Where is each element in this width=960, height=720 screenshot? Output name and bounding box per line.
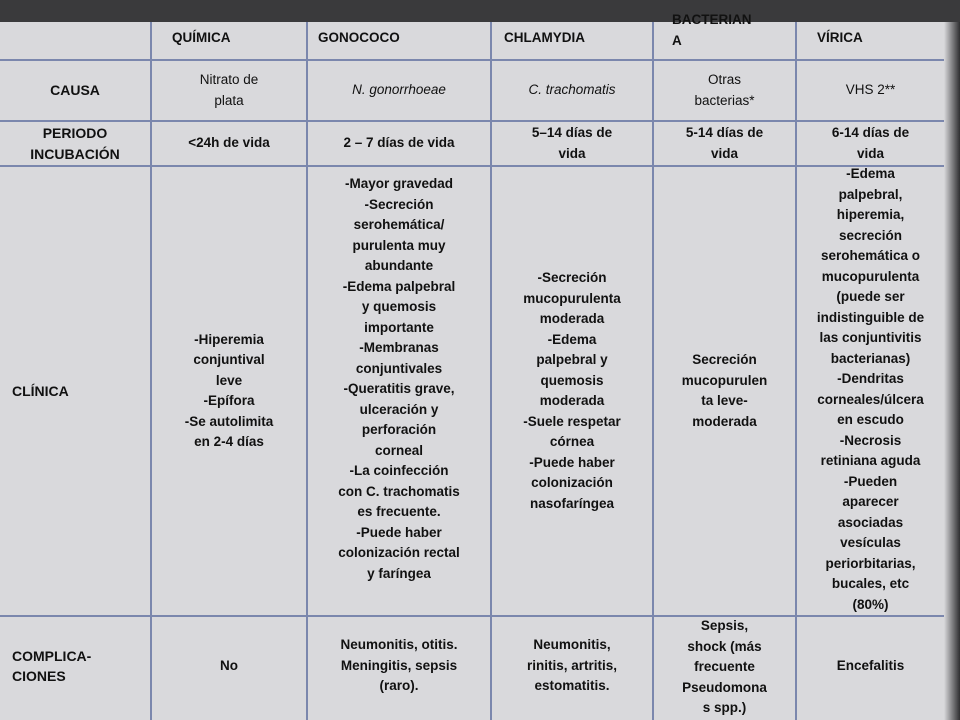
cell-causa-virica: VHS 2** bbox=[845, 82, 896, 98]
cell-periodo-quimica: <24h de vida bbox=[188, 135, 270, 151]
cell-causa-bacteriana: Otras bacterias* bbox=[694, 72, 755, 108]
header-chlamydia: CHLAMYDIA bbox=[504, 30, 585, 45]
row-label-periodo: PERIODO INCUBACIÓN bbox=[30, 125, 120, 162]
cell-complicaciones-quimica: No bbox=[220, 657, 238, 673]
header-gonococo: GONOCOCO bbox=[318, 30, 400, 45]
table-sheet bbox=[0, 12, 960, 720]
row-label-clinica: CLÍNICA bbox=[12, 382, 69, 399]
cell-complicaciones-virica: Encefalitis bbox=[836, 657, 905, 673]
cell-clinica-bacteriana: Secreción mucopurulen ta leve- moderada bbox=[681, 352, 768, 429]
cell-complicaciones-bacteriana: Sepsis, shock (más frecuente Pseudomona s spp.) bbox=[682, 618, 767, 716]
top-dark-bar bbox=[0, 0, 960, 22]
row-label-causa: CAUSA bbox=[50, 82, 100, 99]
cell-periodo-chlamydia: 5–14 días de vida bbox=[531, 125, 613, 161]
header-quimica: QUÍMICA bbox=[172, 30, 231, 45]
cell-periodo-virica: 6-14 días de vida bbox=[831, 125, 910, 161]
cell-clinica-quimica: -Hiperemia conjuntival leve -Epífora -Se autolimita en 2-4 días bbox=[184, 331, 274, 449]
cell-complicaciones-chlamydia: Neumonitis, rinitis, artritis, estomatitis. bbox=[526, 637, 618, 694]
cell-causa-quimica: Nitrato de plata bbox=[199, 72, 259, 108]
cell-clinica-chlamydia: -Secreción mucopurulenta moderada -Edema palpebral y quemosis moderada -Suele respetar córnea -Puede haber colonización nasofaríngea bbox=[523, 270, 621, 511]
cell-periodo-gonococo: 2 – 7 días de vida bbox=[343, 135, 455, 151]
header-virica: VÍRICA bbox=[817, 30, 863, 45]
cell-clinica-virica: -Edema palpebral, hiperemia, secreción serohemática o mucopurulenta (puede ser indistinguible de las conjuntivitis bacterianas) -Dendritas corneales/úlcera en escudo -Necrosis retiniana aguda -Pueden aparecer asociadas vesículas periorbitarias, bucales, etc (80%) bbox=[816, 166, 925, 612]
cell-causa-chlamydia: C. trachomatis bbox=[528, 82, 616, 98]
right-shadow-edge bbox=[944, 22, 960, 720]
row-label-complicaciones: COMPLICA- CIONES bbox=[12, 647, 92, 684]
cell-complicaciones-gonococo: Neumonitis, otitis. Meningitis, sepsis (raro). bbox=[340, 637, 458, 694]
cell-causa-gonococo: N. gonorrhoeae bbox=[352, 82, 446, 98]
cell-clinica-gonococo: -Mayor gravedad -Secreción serohemática/ purulenta muy abundante -Edema palpebral y quemosis importante -Membranas conjuntivales -Queratitis grave, ulceración y perforación corneal -La coinfección con C. trachomatis es frecuente. -Puede haber colonización rectal y faríngea bbox=[338, 176, 460, 581]
cell-periodo-bacteriana: 5-14 días de vida bbox=[685, 125, 764, 161]
header-bacteriana: BACTERIAN A bbox=[672, 12, 752, 48]
